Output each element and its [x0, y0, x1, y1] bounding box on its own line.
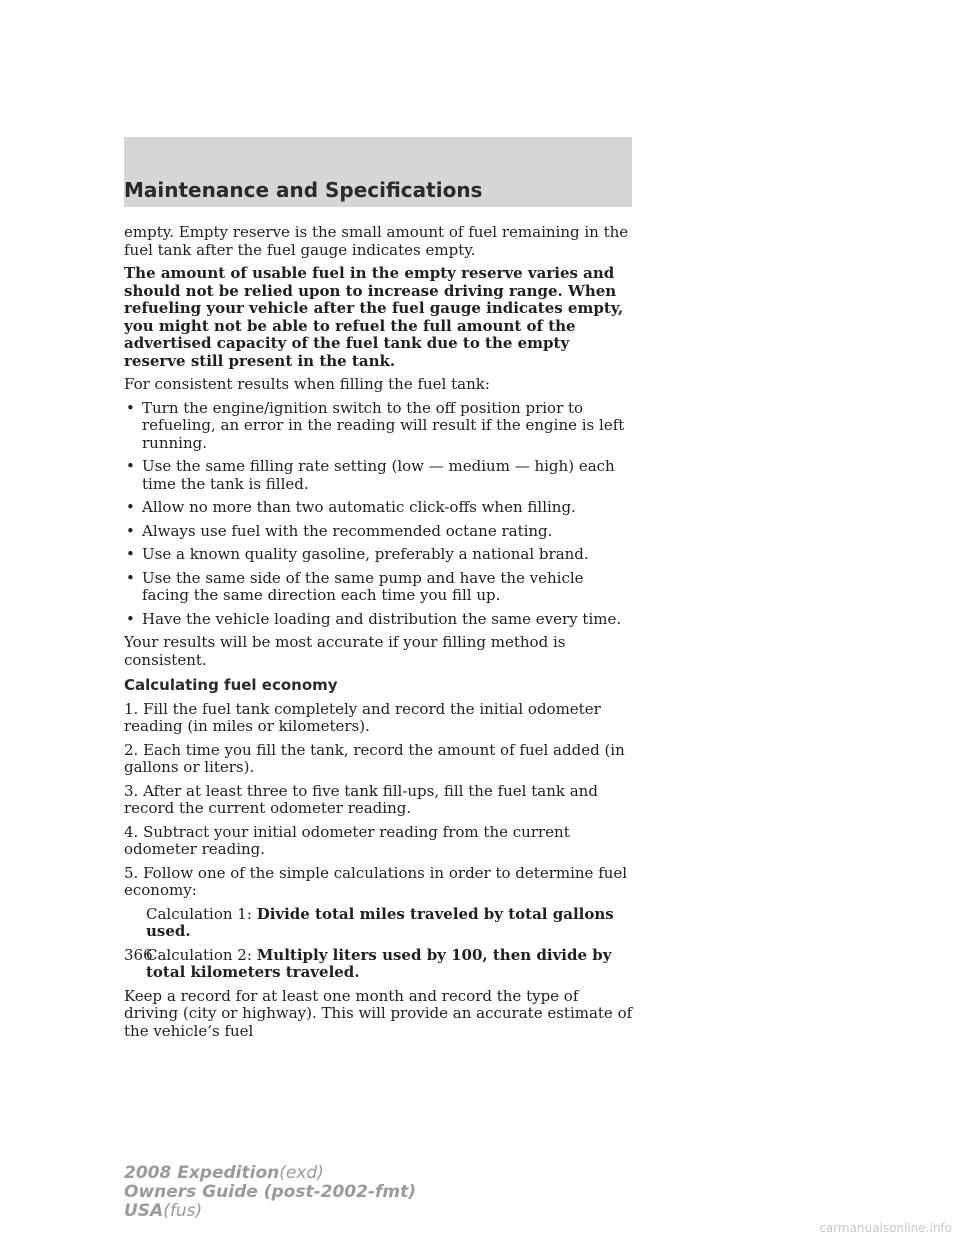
step-4: 4. Subtract your initial odometer reading from the current odometer reading. [124, 822, 570, 858]
intro-paragraph: empty. Empty reserve is the small amount of fuel remaining in the fuel tank after the fuel gauge indicates empty. [124, 223, 629, 259]
calculation-2 [124, 947, 634, 982]
list-item [124, 523, 634, 541]
calculation-2-text: Multiply liters used by 100, then divide by total kilometers traveled. [146, 945, 612, 981]
bullet-icon: • [126, 498, 135, 516]
list-item-text: Allow no more than two automatic click-offs when filling. [142, 498, 576, 516]
step-3: 3. After at least three to five tank fill-ups, fill the fuel tank and record the current odometer reading. [124, 781, 598, 817]
calculation-1-text: Divide total miles traveled by total gallons used. [146, 904, 614, 940]
bullet-icon: • [126, 457, 135, 475]
list-item-text: Use a known quality gasoline, preferably a national brand. [142, 545, 589, 563]
footer-line-2: Owners Guide (post-2002-fmt) [124, 1182, 417, 1202]
tips-list [124, 400, 634, 629]
footer-market-code: (fus) [163, 1201, 203, 1221]
calculation-1-label: Calculation 1: [146, 904, 252, 923]
bullet-icon: • [126, 521, 135, 540]
list-item [124, 458, 634, 493]
list-item-text: Use the same filling rate setting (low — medium — high) each time the tank is filled. [142, 457, 615, 493]
list-item-text: Use the same side of the same pump and have the vehicle facing the same direction each time you fill up. [142, 568, 584, 604]
calculation-1 [124, 906, 634, 941]
closing-paragraph: Keep a record for at least one month and record the type of driving (city or highway). This will provide an accurate estimate of the vehicle’s fuel [124, 986, 633, 1040]
footer-market: USA [124, 1201, 164, 1221]
step-2: 2. Each time you fill the tank, record the amount of fuel added (in gallons or liters). [124, 740, 625, 776]
list-item [124, 400, 634, 453]
bullet-icon: • [126, 568, 135, 587]
bullet-icon: • [126, 609, 135, 628]
bullet-icon: • [126, 545, 135, 563]
footer-line-3 [124, 1202, 416, 1221]
calculation-2-label: Calculation 2: [146, 945, 252, 964]
document-footer [124, 1164, 416, 1221]
list-item-text: Turn the engine/ignition switch to the off position prior to refueling, an error in the reading will result if the engine is left running. [142, 398, 625, 452]
step-5: 5. Follow one of the simple calculations in order to determine fuel economy: [124, 863, 628, 899]
results-note: Your results will be most accurate if your filling method is consistent. [124, 633, 566, 669]
page-content [124, 224, 634, 1046]
footer-line-1 [124, 1164, 416, 1183]
section-title: Maintenance and Specifications [124, 178, 483, 202]
bullet-icon: • [126, 398, 135, 417]
warning-paragraph: The amount of usable fuel in the empty reserve varies and should not be relied upon to increase driving range. When refueling your vehicle after the fuel gauge indicates empty, you might not be able to refuel the full amount of the advertised capacity of the fuel tank due to the empty reserve still present in the tank. [124, 264, 624, 370]
subsection-heading: Calculating fuel economy [124, 676, 338, 694]
list-item [124, 499, 634, 517]
footer-model-code: (exd) [279, 1163, 324, 1183]
page-number: 366 [124, 946, 153, 964]
footer-model: 2008 Expedition [124, 1163, 280, 1183]
list-item [124, 570, 634, 605]
list-item-text: Always use fuel with the recommended octane rating. [142, 521, 553, 540]
step-1: 1. Fill the fuel tank completely and record the initial odometer reading (in miles or kilometers). [124, 699, 601, 735]
list-item [124, 611, 634, 629]
watermark: carmanualsonline.info [819, 1221, 952, 1235]
list-item-text: Have the vehicle loading and distribution the same every time. [142, 609, 622, 628]
list-item [124, 546, 634, 564]
instructions-intro: For consistent results when filling the fuel tank: [124, 375, 490, 393]
